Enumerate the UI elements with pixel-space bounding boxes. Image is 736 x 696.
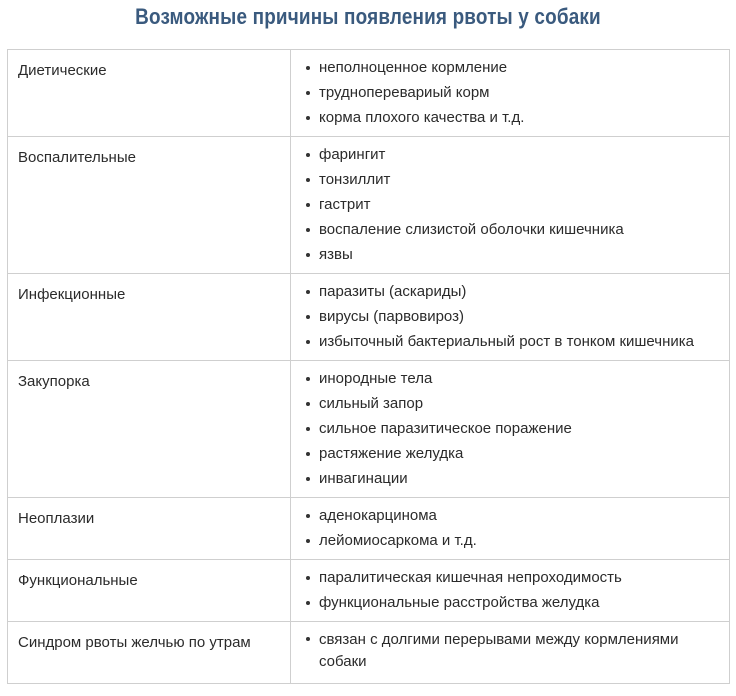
causes-table <box>7 49 730 684</box>
items-cell <box>291 622 730 684</box>
list-item: вирусы (парвовироз) <box>306 304 729 329</box>
table-row <box>8 50 730 137</box>
cause-list <box>291 142 729 267</box>
list-item: язвы <box>306 242 729 267</box>
list-item: неполноценное кормление <box>306 55 729 80</box>
list-item: сильный запор <box>306 391 729 416</box>
list-item: тонзиллит <box>306 167 729 192</box>
items-cell <box>291 137 730 274</box>
items-cell <box>291 274 730 361</box>
list-item: избыточный бактериальный рост в тонком кишечника <box>306 329 729 354</box>
table-row <box>8 137 730 274</box>
category-cell: Воспалительные <box>8 137 291 274</box>
category-cell: Функциональные <box>8 560 291 622</box>
table-row <box>8 498 730 560</box>
list-item: аденокарцинома <box>306 503 729 528</box>
list-item: растяжение желудка <box>306 441 729 466</box>
list-item: воспаление слизистой оболочки кишечника <box>306 217 729 242</box>
list-item: лейомиосаркома и т.д. <box>306 528 729 553</box>
list-item: паразиты (аскариды) <box>306 279 729 304</box>
items-cell <box>291 50 730 137</box>
table-row <box>8 560 730 622</box>
category-cell: Синдром рвоты желчью по утрам <box>8 622 291 684</box>
items-cell <box>291 498 730 560</box>
list-item: сильное паразитическое поражение <box>306 416 729 441</box>
category-cell: Неоплазии <box>8 498 291 560</box>
category-cell: Диетические <box>8 50 291 137</box>
cause-list <box>291 55 729 130</box>
cause-list <box>291 627 729 673</box>
items-cell <box>291 361 730 498</box>
list-item: инородные тела <box>306 366 729 391</box>
list-item: фарингит <box>306 142 729 167</box>
list-item: паралитическая кишечная непроходимость <box>306 565 729 590</box>
list-item: инвагинации <box>306 466 729 491</box>
category-cell: Закупорка <box>8 361 291 498</box>
cause-list <box>291 565 729 615</box>
table-row <box>8 274 730 361</box>
list-item: трудноперевариый корм <box>306 80 729 105</box>
cause-list <box>291 366 729 491</box>
page-title: Возможные причины появления рвоты у собаки <box>135 4 601 29</box>
causes-table-body <box>8 50 730 684</box>
cause-list <box>291 503 729 553</box>
list-item: корма плохого качества и т.д. <box>306 105 729 130</box>
items-cell <box>291 560 730 622</box>
category-cell: Инфекционные <box>8 274 291 361</box>
cause-list <box>291 279 729 354</box>
list-item: связан с долгими перерывами между кормлениями собаки <box>306 627 729 673</box>
list-item: гастрит <box>306 192 729 217</box>
list-item: функциональные расстройства желудка <box>306 590 729 615</box>
table-row <box>8 622 730 684</box>
table-row <box>8 361 730 498</box>
